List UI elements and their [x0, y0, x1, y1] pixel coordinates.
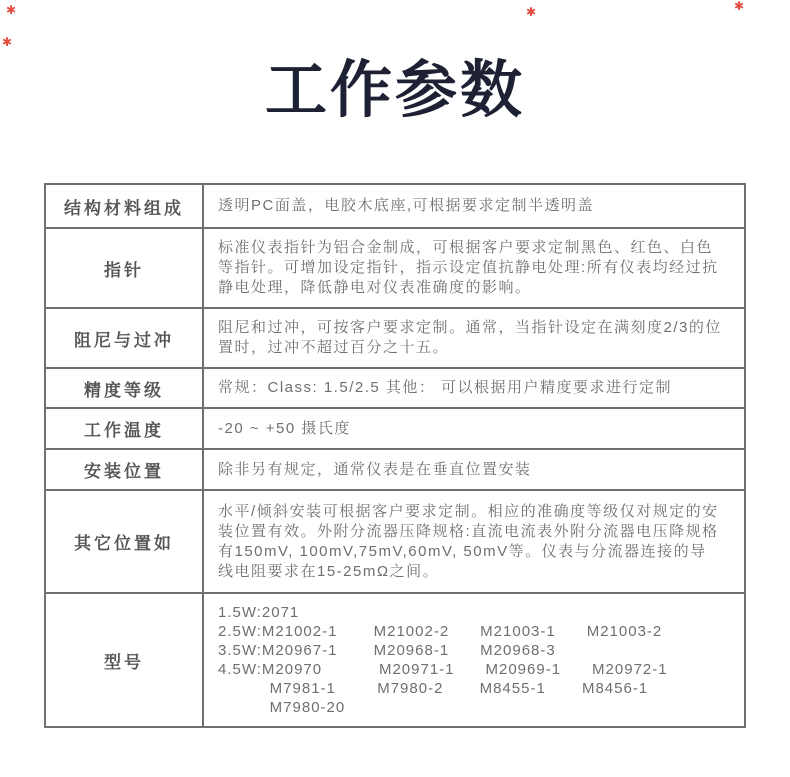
row-label: 阻尼与过冲: [46, 309, 204, 367]
model-line: 4.5W:M20970 M20971-1 M20969-1 M20972-1: [218, 661, 668, 678]
model-line: 3.5W:M20967-1 M20968-1 M20968-3: [218, 642, 556, 659]
row-label: 结构材料组成: [46, 185, 204, 227]
row-content: 标准仪表指针为铝合金制成，可根据客户要求定制黑色、红色、白色等指针。可增加设定指针，指示设定值抗静电处理:所有仪表均经过抗静电处理，降低静电对仪表准确度的影响。: [218, 239, 719, 296]
model-line: M7981-1 M7980-2 M8455-1 M8456-1: [218, 680, 649, 697]
table-row-accuracy-class: [46, 369, 744, 409]
red-speck-artifact: ✱: [526, 5, 537, 19]
row-label: 工作温度: [46, 409, 204, 448]
model-number-list: [218, 603, 668, 717]
row-label: 其它位置如: [46, 491, 204, 592]
row-label: 指针: [46, 229, 204, 307]
model-line: 1.5W:2071: [218, 604, 300, 621]
table-row-working-temperature: [46, 409, 744, 450]
row-content: -20 ~ +50 摄氏度: [218, 419, 351, 437]
row-label: 精度等级: [46, 369, 204, 407]
table-row-other-positions: [46, 491, 744, 594]
table-row-damping-overshoot: [46, 309, 744, 369]
model-line: M7980-20: [218, 699, 346, 716]
red-speck-artifact: ✱: [6, 3, 17, 17]
red-speck-artifact: ✱: [2, 35, 13, 49]
row-content: 阻尼和过冲，可按客户要求定制。通常，当指针设定在满刻度2/3的位置时，过冲不超过百分之十五。: [218, 319, 722, 356]
row-content: [204, 594, 744, 726]
model-line: 2.5W:M21002-1 M21002-2 M21003-1 M21003-2: [218, 623, 663, 640]
red-speck-artifact: ✱: [734, 0, 745, 13]
table-row-mounting-position: [46, 450, 744, 491]
table-row-pointer: [46, 229, 744, 309]
table-row-structure-materials: [46, 185, 744, 229]
row-label: 安装位置: [46, 450, 204, 489]
page-title: 工作参数: [264, 56, 525, 125]
row-label: 型号: [46, 594, 204, 726]
row-content: 透明PC面盖，电胶木底座,可根据要求定制半透明盖: [218, 197, 595, 214]
spec-table: [44, 183, 746, 728]
row-content: 水平/倾斜安装可根据客户要求定制。相应的准确度等级仅对规定的安装位置有效。外附分流器压降规格:直流电流表外附分流器电压降规格有150mV, 100mV,75mV,60mV, 50mV等。仪表与分流器连接的导线电阻要求在15-25mΩ之间。: [218, 502, 719, 580]
row-content: 除非另有规定，通常仪表是在垂直位置安装: [218, 460, 532, 478]
table-row-model-numbers: [46, 594, 744, 726]
row-content: 常规：Class: 1.5/2.5 其他： 可以根据用户精度要求进行定制: [218, 379, 673, 396]
